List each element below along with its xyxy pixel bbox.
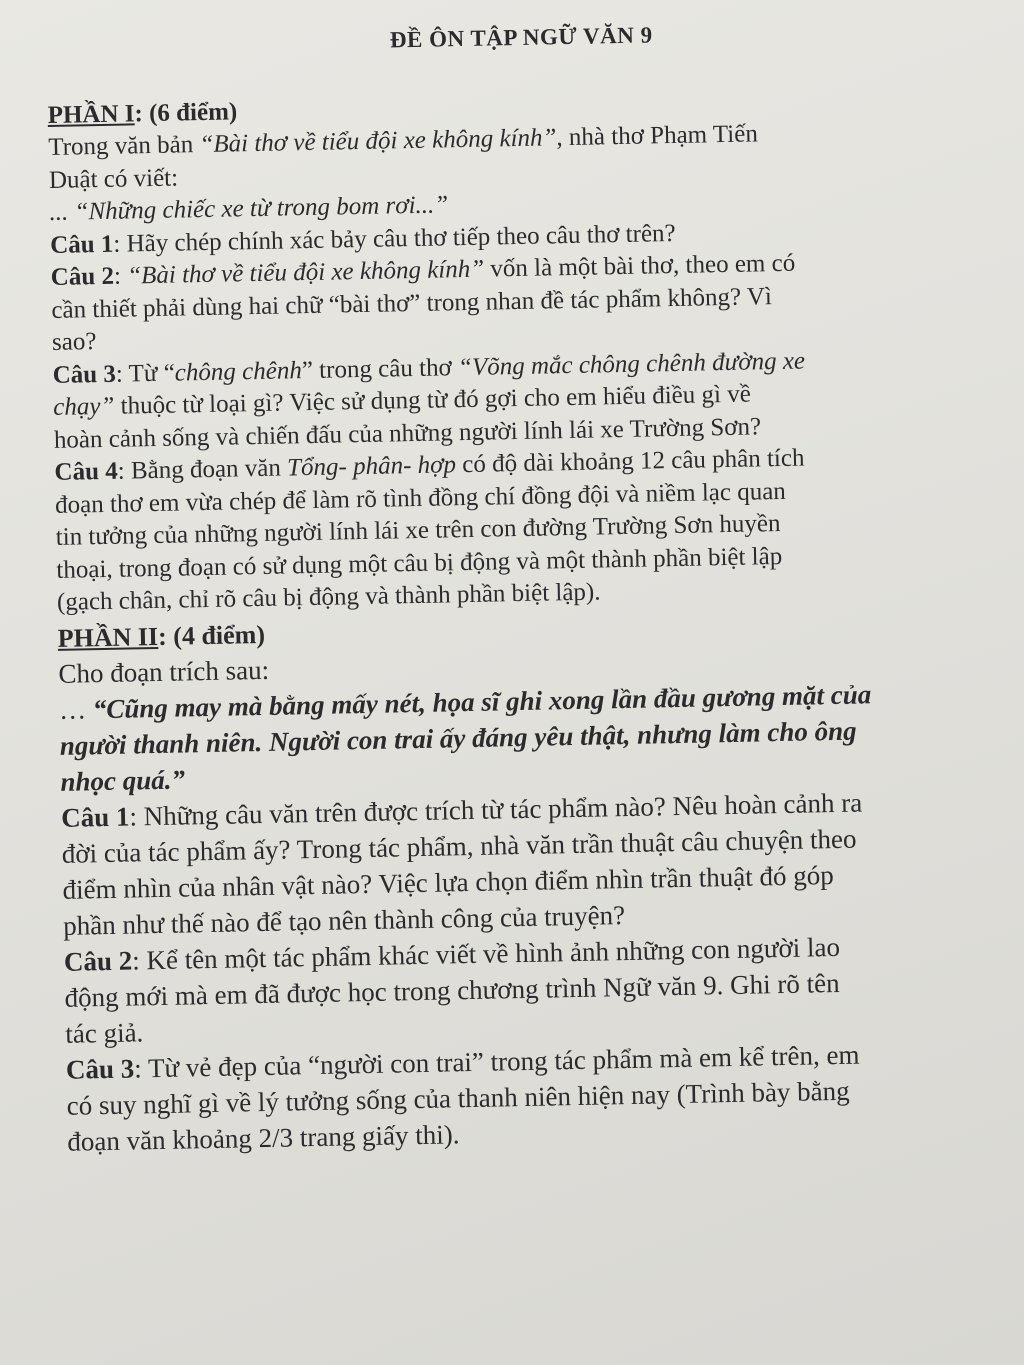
exam-document xyxy=(46,10,1018,1160)
question-line: thoại, trong đoạn có sử dụng một câu bị động và một thành phần biệt lập xyxy=(56,542,783,584)
question-label: Câu 2 xyxy=(63,945,133,977)
part1-heading-points: : (6 điểm) xyxy=(134,98,238,128)
part2-heading-points: : (4 điểm) xyxy=(157,619,266,651)
question-text: : Những câu văn trên được trích từ tác phẩm nào? Nêu hoàn cảnh ra xyxy=(129,786,863,832)
intro-text: Trong văn bản xyxy=(48,131,200,161)
part2-question-3 xyxy=(66,1033,1018,1159)
question-line: sao? xyxy=(51,328,97,356)
question-line: hoàn cảnh sống và chiến đấu của những người lính lái xe Trường Sơn? xyxy=(53,412,762,454)
part1-question-3 xyxy=(52,341,1004,457)
part2-section xyxy=(57,603,1017,1159)
poem-line-quote: chạy” xyxy=(53,392,115,421)
question-text: : xyxy=(113,262,128,290)
question-line: đoạn thơ em vừa chép để làm rõ tình đồng chí đồng đội và niềm lạc quan xyxy=(54,477,787,519)
question-line: đời của tác phẩm ấy? Trong tác phẩm, nhà văn trần thuật câu chuyện theo xyxy=(61,823,857,869)
question-text: : Bằng đoạn văn xyxy=(117,454,288,485)
part1-section xyxy=(47,82,1007,620)
question-line: động mới mà em đã được học trong chương trình Ngữ văn 9. Ghi rõ tên xyxy=(64,967,840,1013)
excerpt-text: “Cũng may mà bằng mấy nét, họa sĩ ghi xong lần đầu gương mặt của xyxy=(92,678,872,724)
question-text: : Từ vẻ đẹp của “người con trai” trong tác phẩm mà em kể trên, em xyxy=(133,1039,860,1083)
part1-heading-label: PHẦN I xyxy=(47,100,135,129)
part2-question-2 xyxy=(64,925,1016,1051)
paragraph-type: Tổng- phân- hợp xyxy=(286,451,457,482)
question-text: : Hãy chép chính xác bảy câu thơ tiếp theo câu thơ trên? xyxy=(113,219,676,258)
question-line: cần thiết phải dùng hai chữ “bài thơ” trong nhan đề tác phẩm không? Vì xyxy=(51,282,773,324)
question-label: Câu 3 xyxy=(65,1053,135,1085)
question-text: có độ dài khoảng 12 câu phân tích xyxy=(455,444,805,479)
part2-heading-label: PHẦN II xyxy=(57,621,159,653)
question-label: Câu 1 xyxy=(60,801,130,833)
question-label: Câu 2 xyxy=(50,262,115,291)
question-text: thuộc từ loại gì? Việc sử dụng từ đó gợi cho em hiểu điều gì về xyxy=(114,380,752,420)
question-line: tác giả. xyxy=(65,1016,144,1049)
question-line: điểm nhìn của nhân vật nào? Việc lựa chọn điểm nhìn trần thuật đó góp xyxy=(62,859,834,905)
poem-quote-line: ... “Những chiếc xe từ trong bom rơi...” xyxy=(49,191,449,226)
question-text: : Từ “ xyxy=(115,359,176,388)
poem-title: “Bài thơ về tiểu đội xe không kính” xyxy=(126,255,485,290)
question-text: : Kể tên một tác phẩm khác viết về hình ảnh những con người lao xyxy=(131,931,841,976)
part2-question-1 xyxy=(61,781,1014,943)
question-text: vốn là một bài thơ, theo em có xyxy=(483,249,796,283)
intro-text: , nhà thơ Phạm Tiến xyxy=(556,120,759,152)
question-label: Câu 4 xyxy=(54,457,118,486)
question-line: (gạch chân, chỉ rõ câu bị động và thành phần biệt lập). xyxy=(56,578,601,616)
question-label: Câu 3 xyxy=(52,360,117,389)
excerpt-line: người thanh niên. Người con trai ấy đáng yêu thật, nhưng làm cho ông xyxy=(59,715,857,761)
question-label: Câu 1 xyxy=(49,230,114,259)
part2-intro: Cho đoạn trích sau: xyxy=(58,654,270,689)
document-title: ĐỀ ÔN TẬP NGỮ VĂN 9 xyxy=(389,22,653,53)
excerpt-line: nhọc quá.” xyxy=(60,763,186,797)
poem-title: “Bài thơ về tiểu đội xe không kính” xyxy=(199,124,557,159)
question-line: phần như thế nào để tạo nên thành công của truyện? xyxy=(62,899,626,941)
part1-question-4 xyxy=(54,439,1007,620)
part1-intro-line: Duật có viết: xyxy=(48,163,179,194)
question-line: tin tưởng của những người lính lái xe trên con đường Trường Sơn huyền xyxy=(55,509,781,551)
question-line: đoạn văn khoảng 2/3 trang giấy thi). xyxy=(67,1118,460,1157)
poem-line-quote: “Võng mắc chông chênh đường xe xyxy=(457,346,806,381)
ellipsis-prefix: … xyxy=(58,693,94,725)
part1-question-2 xyxy=(50,244,1002,360)
question-line: có suy nghĩ gì về lý tưởng sống của thanh niên hiện nay (Trình bày bằng xyxy=(66,1075,850,1121)
highlighted-word: chông chênh xyxy=(174,356,303,387)
question-text: ” trong câu thơ xyxy=(301,353,459,384)
